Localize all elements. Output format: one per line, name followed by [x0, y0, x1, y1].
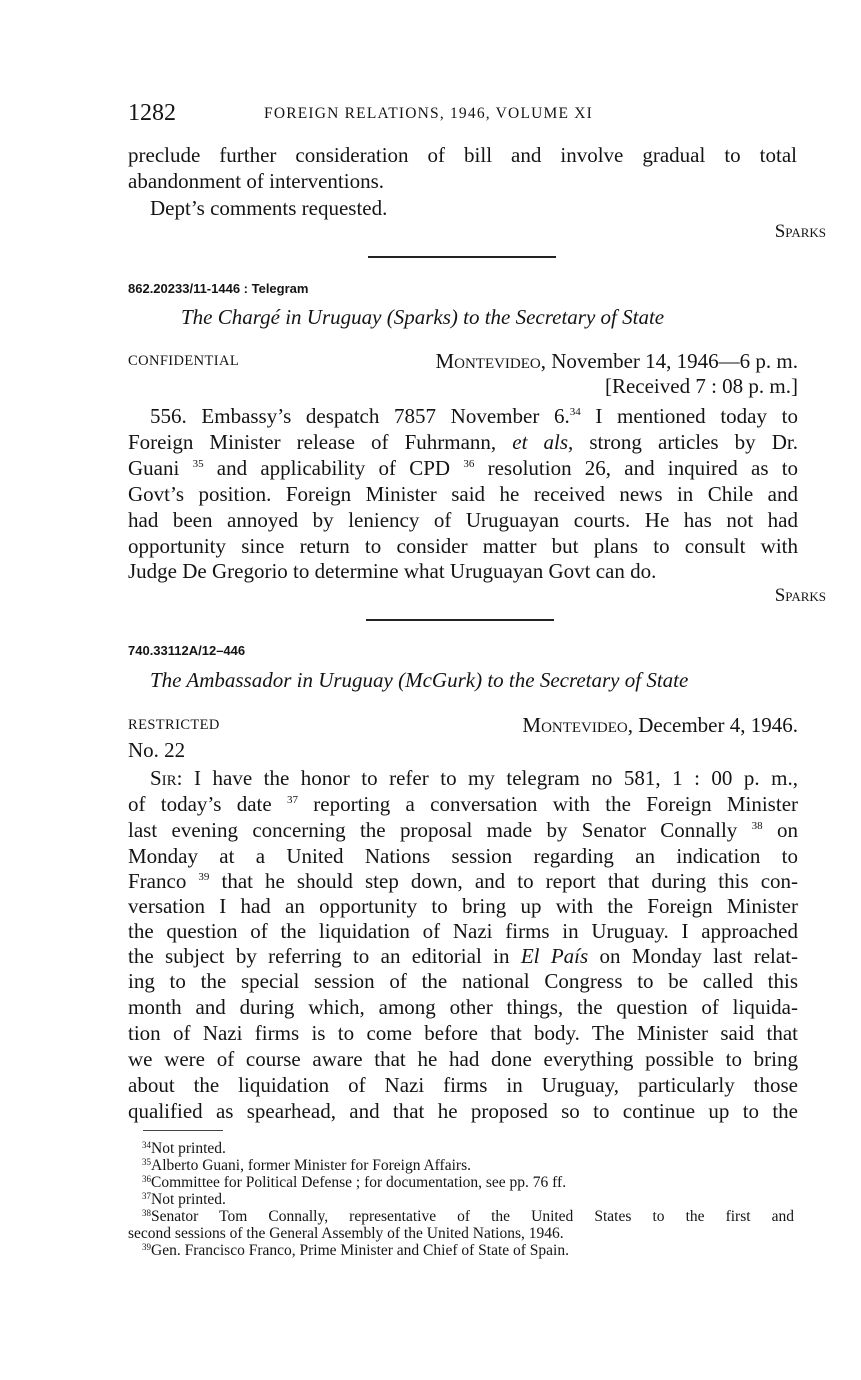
doc2-line-6: versation I had an opportunity to bring up with the Foreign Minister — [128, 894, 798, 918]
intro-signature: Sparks — [774, 221, 826, 242]
footnote-38 — [128, 1209, 794, 1225]
footnote-39 — [128, 1243, 794, 1259]
footnote-text: Committee for Political Defense ; for documentation, see pp. 76 ff. — [151, 1174, 567, 1191]
doc1-line-7: Judge De Gregorio to determine what Uruguayan Govt can do. — [128, 559, 657, 583]
doc2-line-10: month and during which, among other things, the question of liquida- — [128, 995, 798, 1019]
footnote-text: Not printed. — [151, 1191, 226, 1208]
doc2-line-9: ing to the special session of the national Congress to be called this — [128, 969, 798, 993]
doc2-line-1-rest: I have the honor to refer to my telegram no 581, 1 : 00 p. m., — [194, 766, 798, 790]
footnote-ref-39: 39 — [198, 871, 210, 883]
doc2-line-4: Monday at a United Nations session regarding an indication to — [128, 844, 798, 868]
footnote-ref-36: 36 — [463, 458, 475, 470]
doc1-line-1 — [150, 403, 798, 429]
intro-line-2: abandonment of interventions. — [128, 169, 385, 193]
doc1-line-3 — [128, 455, 798, 481]
footnote-ref-34: 34 — [569, 406, 581, 418]
doc1-heading: The Chargé in Uruguay (Sparks) to the Secretary of State — [181, 305, 665, 329]
doc2-place: Montevideo, — [522, 713, 633, 737]
footnote-number: 37 — [142, 1191, 151, 1201]
doc2-line-2b: reporting a conversation with the Foreign Minister — [313, 792, 799, 816]
footnote-number: 39 — [142, 1242, 151, 1252]
footnote-number: 38 — [142, 1208, 151, 1218]
footnote-34 — [128, 1141, 794, 1157]
doc2-line-5b: that he should step down, and to report that during this con- — [221, 869, 799, 893]
footnote-35 — [128, 1158, 794, 1174]
doc2-number: No. 22 — [128, 738, 186, 762]
footnote-ref-37: 37 — [286, 794, 298, 806]
running-head — [128, 100, 798, 128]
doc2-salutation: Sir: — [150, 766, 183, 790]
footnote-38-cont — [128, 1226, 794, 1242]
footnote-text: Senator Tom Connally, representative of the United States to the first and — [151, 1208, 794, 1225]
doc2-line-8 — [128, 943, 798, 969]
footnote-text: second sessions of the General Assembly of the United Nations, 1946. — [128, 1225, 564, 1242]
doc2-line-2 — [128, 791, 798, 817]
footnote-text: Not printed. — [151, 1140, 226, 1157]
footnote-37 — [128, 1192, 794, 1208]
doc1-line-3a: Guani — [128, 456, 180, 480]
section-divider — [366, 619, 554, 621]
doc1-line-4: Govt’s position. Foreign Minister said he received news in Chile and — [128, 482, 798, 506]
footnote-ref-35: 35 — [192, 458, 204, 470]
footnote-number: 34 — [142, 1140, 151, 1150]
doc1-classification: CONFIDENTIAL — [128, 353, 240, 369]
doc1-line-2b: strong articles by Dr. — [589, 430, 799, 454]
doc2-classification: RESTRICTED — [128, 717, 220, 733]
footnote-separator — [143, 1130, 223, 1131]
doc1-line-5: had been annoyed by leniency of Uruguayan courts. He has not had — [128, 508, 798, 532]
footnote-text: Gen. Francisco Franco, Prime Minister and Chief of State of Spain. — [151, 1242, 569, 1259]
doc2-line-3a: last evening concerning the proposal made by Senator Connally — [128, 818, 738, 842]
doc2-line-1 — [150, 765, 798, 791]
doc1-received: [Received 7 : 08 p. m.] — [604, 374, 798, 398]
doc1-file-id: 862.20233/11-1446 : Telegram — [128, 281, 309, 296]
doc2-file-id: 740.33112A/12–446 — [128, 643, 246, 658]
doc2-line-7: the question of the liquidation of Nazi firms in Uruguay. I approached — [128, 919, 798, 943]
doc2-line-5 — [128, 868, 798, 894]
doc2-dateline — [450, 712, 798, 738]
doc2-line-13: about the liquidation of Nazi firms in Uruguay, particularly those — [128, 1073, 798, 1097]
footnote-text: Alberto Guani, former Minister for Foreign Affairs. — [151, 1157, 471, 1174]
doc1-line-1a: 556. Embassy’s despatch 7857 November 6. — [150, 404, 570, 428]
footnote-36 — [128, 1175, 794, 1191]
doc2-heading: The Ambassador in Uruguay (McGurk) to the Secretary of State — [150, 668, 689, 692]
page-number: 1282 — [128, 100, 176, 126]
doc1-place: Montevideo, — [435, 349, 547, 373]
doc1-line-3b: and applicability of CPD — [216, 456, 451, 480]
doc1-dateline — [380, 348, 798, 374]
doc1-date: November 14, 1946—6 p. m. — [551, 349, 798, 373]
doc2-line-3 — [128, 817, 798, 843]
doc1-line-2 — [128, 429, 798, 455]
intro-paragraph-2: Dept’s comments requested. — [150, 196, 388, 220]
running-title: FOREIGN RELATIONS, 1946, VOLUME XI — [264, 105, 593, 122]
section-divider — [368, 256, 556, 258]
doc2-line-8a: the subject by referring to an editorial in — [128, 944, 510, 968]
doc1-signature: Sparks — [774, 585, 826, 606]
doc1-line-6: opportunity since return to consider matter but plans to consult with — [128, 534, 798, 558]
doc2-line-2a: of today’s date — [128, 792, 272, 816]
doc2-line-3b: on — [777, 818, 799, 842]
doc2-line-14: qualified as spearhead, and that he proposed so to continue up to the — [128, 1099, 798, 1123]
doc2-line-12: we were of course aware that he had done everything possible to bring — [128, 1047, 798, 1071]
footnote-number: 35 — [142, 1157, 151, 1167]
intro-line-1: preclude further consideration of bill and involve gradual to total — [128, 143, 797, 167]
footnote-ref-38: 38 — [751, 820, 763, 832]
doc2-line-8-italic: El País — [520, 944, 589, 968]
doc2-line-11: tion of Nazi firms is to come before that body. The Minister said that — [128, 1021, 798, 1045]
doc2-date: December 4, 1946. — [638, 713, 798, 737]
doc1-line-2-italic: et als, — [512, 430, 574, 454]
footnote-number: 36 — [142, 1174, 151, 1184]
doc1-line-1b: I mentioned today to — [595, 404, 798, 428]
doc2-line-5a: Franco — [128, 869, 187, 893]
doc2-line-8b: on Monday last relat- — [599, 944, 799, 968]
doc1-line-2a: Foreign Minister release of Fuhrmann, — [128, 430, 497, 454]
doc1-line-3c: resolution 26, and inquired as to — [487, 456, 799, 480]
